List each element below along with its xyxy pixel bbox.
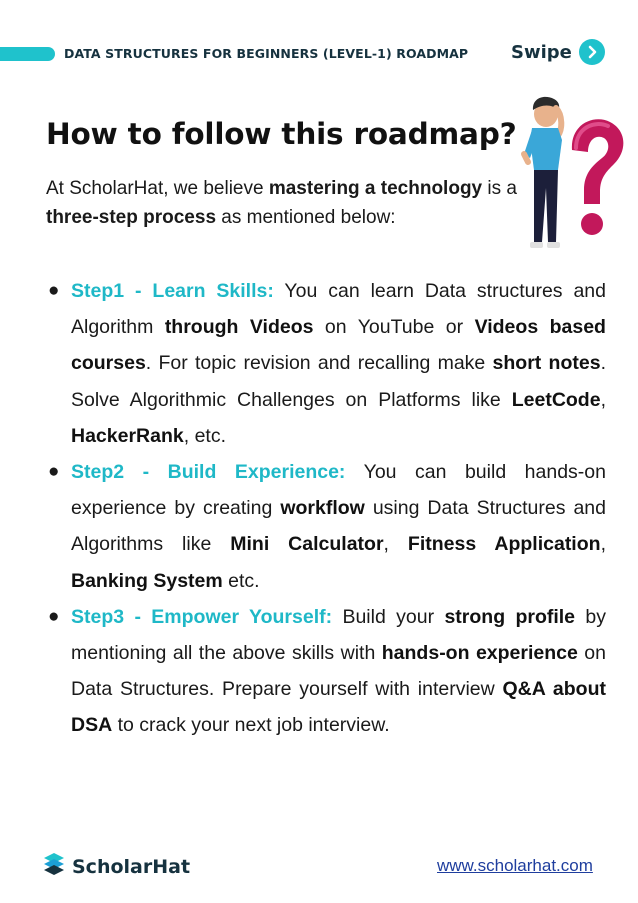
step-label: Step2 - Build Experience:: [71, 461, 346, 484]
list-item: [48, 454, 606, 599]
step-label: Step3 - Empower Yourself:: [71, 605, 333, 628]
swipe-button[interactable]: [511, 39, 605, 65]
header-title: DATA STRUCTURES FOR BEGINNERS (LEVEL-1) ROADMAP: [64, 46, 469, 61]
page-title: How to follow this roadmap?: [46, 117, 517, 151]
list-item: [48, 599, 606, 744]
swipe-label: Swipe: [511, 41, 572, 63]
steps-list: [48, 273, 606, 744]
bullet-icon: ●: [48, 280, 60, 301]
bullet-icon: ●: [48, 605, 60, 627]
scholarhat-logo[interactable]: [40, 850, 190, 883]
chevron-right-icon: [579, 39, 605, 65]
thinking-person-illustration: [510, 92, 630, 262]
website-link[interactable]: www.scholarhat.com: [437, 856, 593, 875]
header-accent-bar: [0, 47, 55, 61]
step-text: Step3 - Empower Yourself: Build your strong profile by mentioning all the above skills with hands-on experience on Data Structures. Prepare yourself with interview Q&A about DSA to crack your next job interview.: [71, 605, 606, 737]
intro-paragraph: At ScholarHat, we believe mastering a technology is a three-step process as mentioned below:: [46, 178, 517, 228]
step-text: Step2 - Build Experience: You can build hands-on experience by creating workflow using Data Structures and Algorithms like Mini Calculator, Fitness Application, Banking System etc.: [71, 461, 606, 592]
logo-text: ScholarHat: [72, 855, 191, 878]
step-text: Step1 - Learn Skills: You can learn Data structures and Algorithm through Videos on YouTube or Videos based courses. For topic revision and recalling make short notes. Solve Algorithmic Challenges on Platforms like LeetCode, HackerRank, etc.: [71, 280, 606, 447]
scholarhat-logo-icon: [40, 850, 68, 883]
list-item: [48, 273, 606, 454]
bullet-icon: ●: [48, 461, 60, 483]
step-label: Step1 - Learn Skills:: [71, 280, 274, 302]
